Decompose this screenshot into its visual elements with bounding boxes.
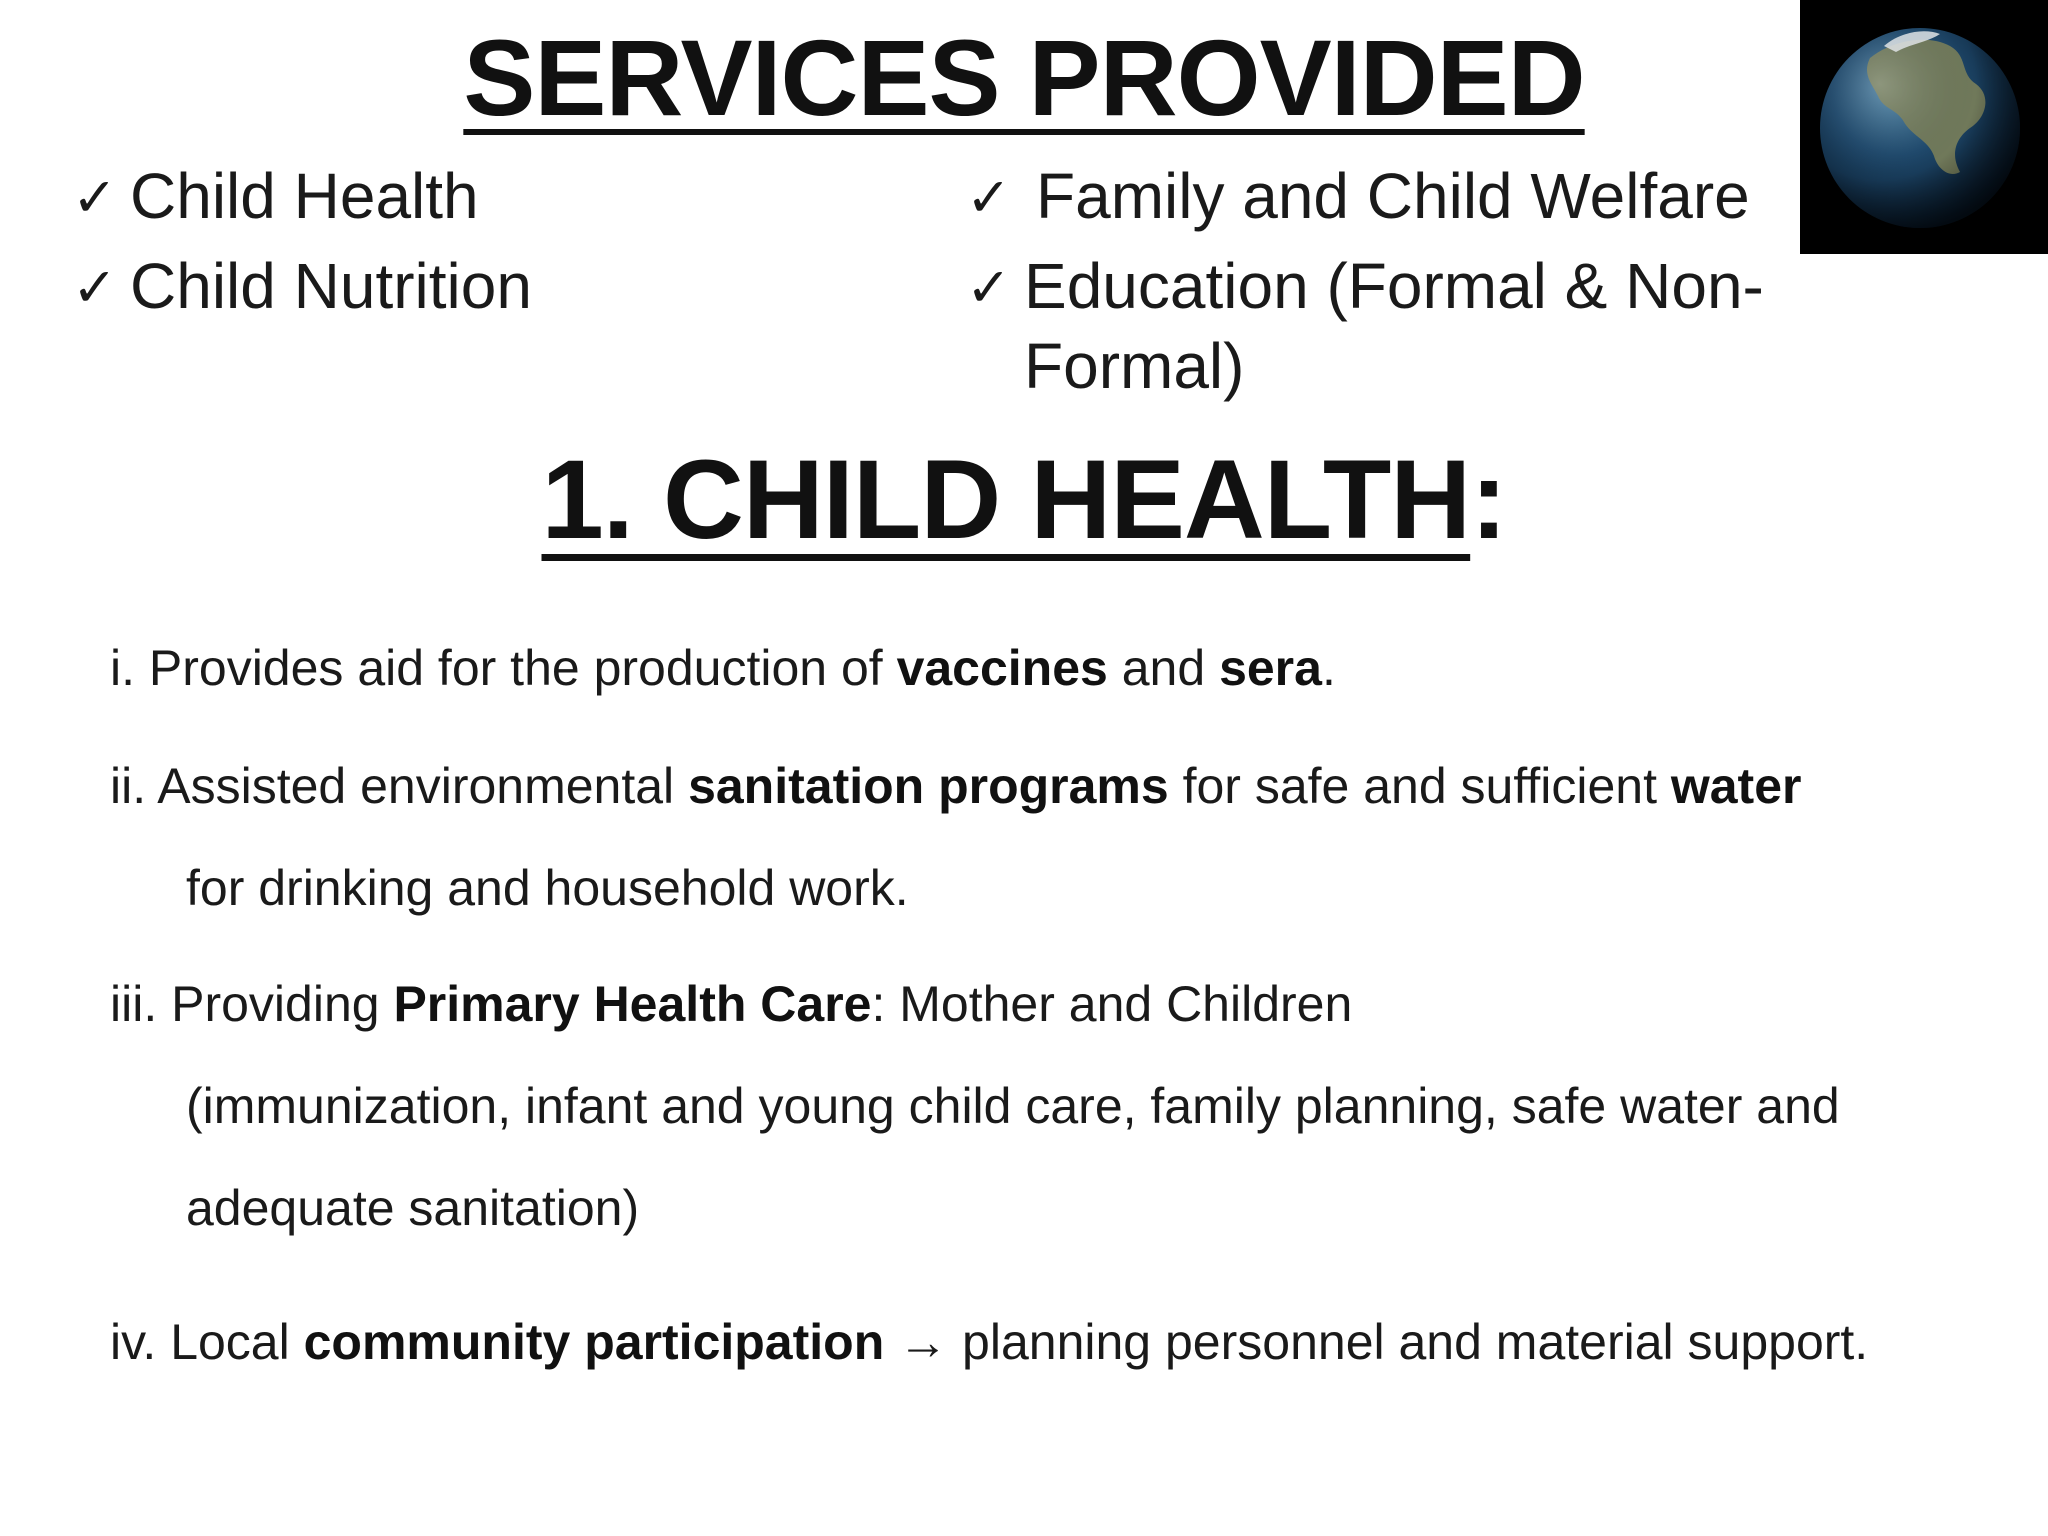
service-item-family-child-welfare <box>966 156 1750 238</box>
list-item: i. Provides aid for the production of vaccines and sera. <box>110 640 1336 696</box>
item-number: iv. <box>110 1314 157 1370</box>
service-item-child-health <box>72 156 479 238</box>
item-number: iii. <box>110 976 158 1032</box>
section-heading-colon: : <box>1470 437 1507 562</box>
item-continuation: for drinking and household work. <box>186 860 909 916</box>
item-continuation: adequate sanitation) <box>186 1180 640 1236</box>
list-item: iv. Local community participation → planning personnel and material support. <box>110 1314 1869 1370</box>
service-label: Child Nutrition <box>130 250 532 322</box>
arrow-right-icon: → <box>884 1314 963 1370</box>
check-icon: ✓ <box>966 166 1012 229</box>
globe-icon <box>1800 0 2048 254</box>
service-label: Child Health <box>130 160 479 232</box>
item-number: ii. <box>110 758 147 814</box>
item-number: i. <box>110 640 135 696</box>
check-icon: ✓ <box>72 256 118 319</box>
section-heading <box>0 438 2048 562</box>
check-icon: ✓ <box>72 166 118 229</box>
globe-graphic <box>1800 0 2048 254</box>
section-heading-text: 1. CHILD HEALTH <box>541 437 1471 562</box>
check-icon: ✓ <box>966 256 1012 319</box>
slide-title: SERVICES PROVIDED <box>463 17 1585 138</box>
list-item: iii. Providing Primary Health Care: Mother and Children (immunization, infant and young child care, family planning, safe water and adequate sanitation) <box>110 974 1990 1238</box>
list-item: ii. Assisted environmental sanitation programs for safe and sufficient water for drinking and household work. <box>110 756 1990 918</box>
service-label: Education (Formal & Non-Formal) <box>1024 250 1764 402</box>
service-item-education <box>966 246 1826 406</box>
service-label: Family and Child Welfare <box>1036 160 1750 232</box>
item-continuation: (immunization, infant and young child care, family planning, safe water and <box>186 1078 1840 1134</box>
service-item-child-nutrition <box>72 246 532 328</box>
